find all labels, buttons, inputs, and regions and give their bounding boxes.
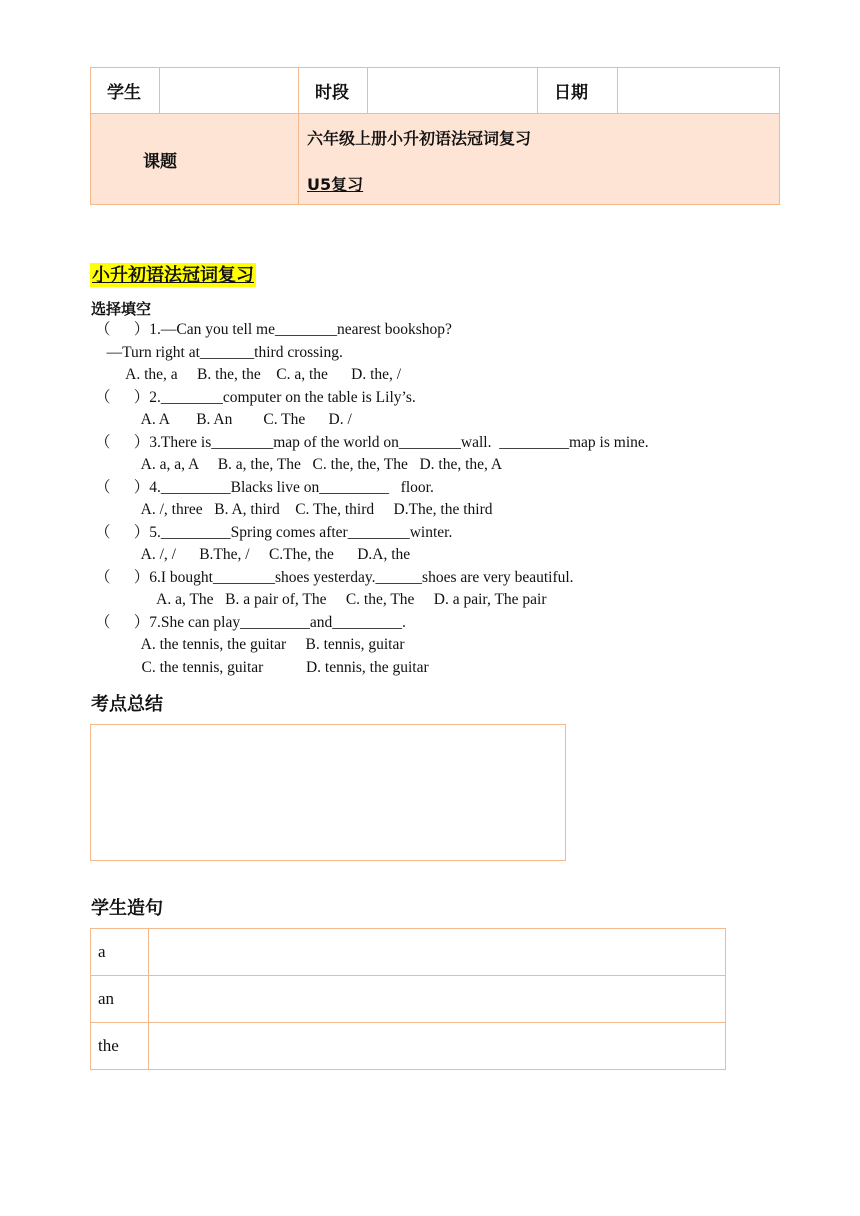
question-3-line: （ ）3.There is________map of the world on________wall. _________map is mine.	[95, 434, 649, 451]
sentences-title: 学生造句	[91, 898, 163, 919]
sentence-row	[91, 1023, 726, 1070]
question-1-options: A. the, a B. the, the C. a, the D. the, /	[95, 366, 402, 383]
topic-line-1: 六年级上册小升初语法冠词复习	[307, 129, 532, 148]
sentence-input-cell[interactable]	[149, 1023, 726, 1070]
section-title-text: 小升初语法冠词复习	[92, 265, 254, 286]
student-value-cell[interactable]	[160, 68, 299, 114]
question-7-line: （ ）7.She can play_________and_________.	[95, 614, 406, 631]
date-value-cell[interactable]	[618, 68, 780, 114]
sentence-row-label: an	[91, 976, 149, 1023]
summary-box[interactable]	[90, 724, 566, 861]
sentence-row	[91, 929, 726, 976]
sentence-row	[91, 976, 726, 1023]
sentence-row-label: the	[91, 1023, 149, 1070]
question-6-options: A. a, The B. a pair of, The C. the, The D. a pair, The pair	[95, 591, 547, 608]
question-2-options: A. A B. An C. The D. /	[95, 411, 352, 428]
question-5-options: A. /, / B.The, / C.The, the D.A, the	[95, 546, 411, 563]
sentence-input-cell[interactable]	[149, 976, 726, 1023]
topic-label-cell	[91, 114, 299, 205]
exercise-subheading: 选择填空	[91, 300, 152, 318]
question-4-line: （ ）4._________Blacks live on_________ floor.	[95, 479, 434, 496]
sentence-row-label: a	[91, 929, 149, 976]
period-label: 时段	[299, 68, 368, 114]
question-1-reply-line: —Turn right at_______third crossing.	[95, 344, 343, 361]
question-5-line: （ ）5._________Spring comes after________winter.	[95, 524, 453, 541]
sentences-table	[90, 928, 726, 1070]
question-6-line: （ ）6.I bought________shoes yesterday.______shoes are very beautiful.	[95, 569, 574, 586]
question-1-line: （ ）1.—Can you tell me________nearest bookshop?	[95, 321, 452, 338]
header-table	[90, 67, 780, 205]
topic-label: 课题	[143, 151, 177, 172]
topic-line-2: U5复习	[307, 175, 364, 194]
sentence-input-cell[interactable]	[149, 929, 726, 976]
question-2-line: （ ）2.________computer on the table is Lily’s.	[95, 389, 416, 406]
question-7-options-1: A. the tennis, the guitar B. tennis, guitar	[95, 636, 405, 653]
question-4-options: A. /, three B. A, third C. The, third D.The, the third	[95, 501, 493, 518]
topic-value-cell	[299, 114, 780, 205]
question-3-options: A. a, a, A B. a, the, The C. the, the, The D. the, the, A	[95, 456, 503, 473]
section-title	[90, 261, 256, 287]
date-label: 日期	[538, 68, 618, 114]
summary-title: 考点总结	[91, 694, 163, 715]
student-label: 学生	[91, 68, 160, 114]
question-7-options-2: C. the tennis, guitar D. tennis, the guitar	[95, 659, 429, 676]
period-value-cell[interactable]	[368, 68, 538, 114]
